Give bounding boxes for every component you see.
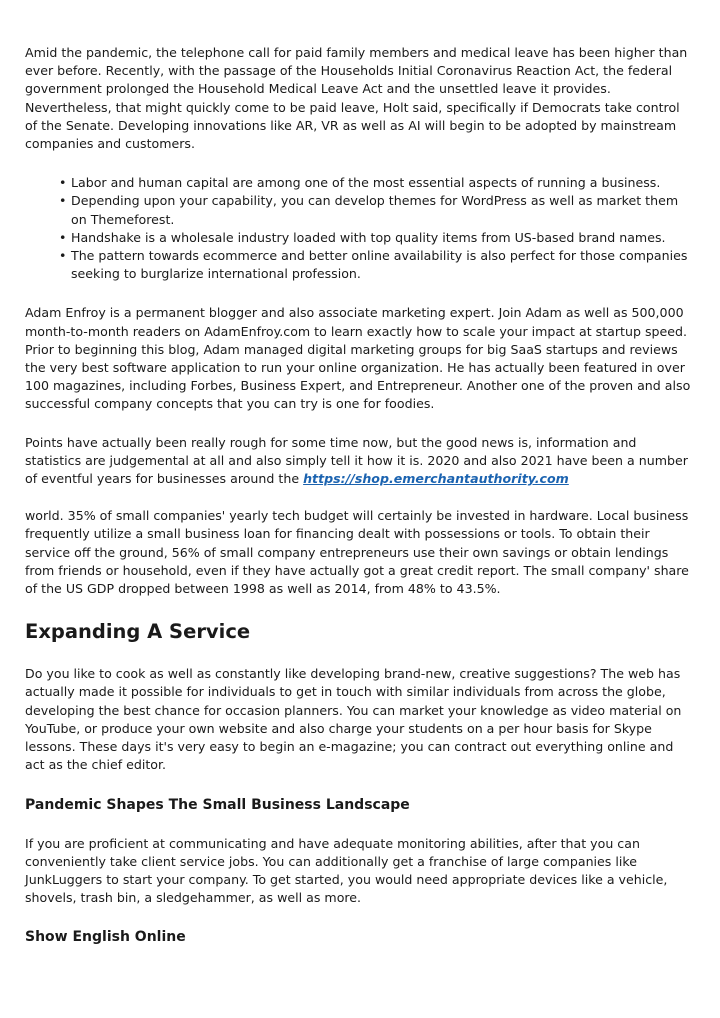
paragraph-client-service: If you are proficient at communicating and have adequate monitoring abilities, after that you can conveniently take client service jobs. You can additionally get a franchise of large companies like JunkLuggers to start your company. To get started, you would need appropriate devices like a vehicle, shovels, trash bin, a sledgehammer, as well as more.: [25, 835, 668, 906]
paragraph-intro: Amid the pandemic, the telephone call for paid family members and medical leave has been higher than ever before. Recently, with the passage of the Households Initial Coronavirus Reaction Act, the federal government prolonged the Household Medical Leave Act and the unsettled leave it provides. Nevertheless, that might quickly come to be paid leave, Holt said, specifically if Democrats take control of the Senate. Developing innovations like AR, VR as well as AI will begin to be adopted by mainstream companies and customers.: [25, 45, 688, 152]
heading-show-english-online: Show English Online: [25, 929, 186, 946]
heading-pandemic-shapes: Pandemic Shapes The Small Business Landscape: [25, 796, 410, 813]
paragraph-adam-enfroy: Adam Enfroy is a permanent blogger and also associate marketing expert. Join Adam as well as 500,000 month-to-month readers on AdamEnfroy.com to learn exactly how to scale your impact at startup speed. Prior to beginning this blog, Adam managed digital marketing groups for big SaaS startups and reviews the very best software application to run your online organization. He has actually been featured in over 100 magazines, including Forbes, Business Expert, and Entrepreneur. Another one of the proven and also successful company concepts that you can try is one for foodies.: [25, 305, 691, 412]
list-item: • Handshake is a wholesale industry loaded with top quality items from US-based brand names.: [71, 229, 694, 247]
bullet-list: [25, 174, 694, 283]
paragraph-statistics: [25, 434, 694, 489]
list-item: • The pattern towards ecommerce and better online availability is also perfect for those companies seeking to burglarize international profession.: [71, 247, 694, 283]
paragraph-world: world. 35% of small companies' yearly tech budget will certainly be invested in hardware. Local business frequently utilize a small business loan for financing dealt with possessions or tools. To obtain their service off the ground, 56% of small company entrepreneurs use their own savings or obtain lendings from friends or household, even if they have actually got a great credit report. The small company' share of the US GDP dropped between 1998 as well as 2014, from 48% to 43.5%.: [25, 508, 689, 597]
shop-link[interactable]: https://shop.emerchantauthority.com: [303, 471, 569, 487]
paragraph-cooking: Do you like to cook as well as constantly like developing brand-new, creative suggestions? The web has actually made it possible for individuals to get in touch with similar individuals from across the globe, developing the best chance for occasion planners. You can market your knowledge as video material on YouTube, or produce your own website and also charge your students on a per hour basis for Skype lessons. These days it's very easy to begin an e-magazine; you can contract out everything online and act as the chief editor.: [25, 666, 682, 773]
heading-expanding-a-service: Expanding A Service: [25, 620, 251, 644]
list-item: • Labor and human capital are among one of the most essential aspects of running a business.: [71, 174, 694, 192]
paragraph-statistics-text: Points have actually been really rough for some time now, but the good news is, information and statistics are judgemental at all and also simply tell it how it is. 2020 and also 2021 have been a number of eventful years for businesses around the: [25, 434, 688, 487]
list-item: • Depending upon your capability, you can develop themes for WordPress as well as market them on Themeforest.: [71, 192, 694, 228]
